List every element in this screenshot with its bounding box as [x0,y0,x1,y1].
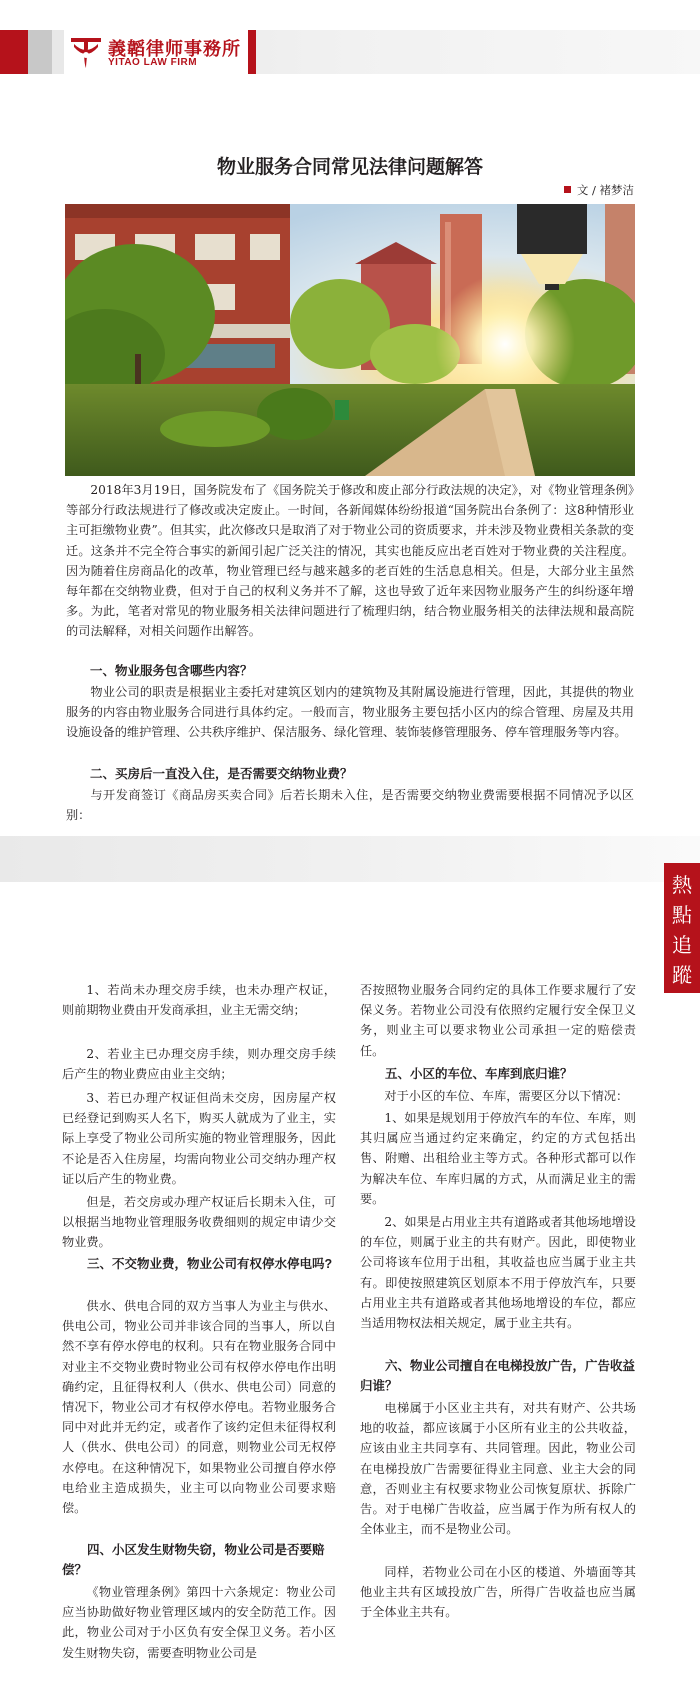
left-col-paragraph-4: 但是，若交房或办理产权证后长期未入住，可以根据当地物业管理服务收费细则的规定申请少交物业费。 [62,1195,336,1250]
header-grey-block [28,30,52,74]
side-tab-char-3: 追 [672,933,692,957]
left-col-paragraph-2: 2、若业主已办理交房手续，则办理交房手续后产生的物业费应由业主交纳； [62,1047,336,1082]
firm-name-cn: 義韜律师事務所 [108,39,241,60]
side-tab-char-2: 點 [672,903,692,927]
section-heading-4: 四、小区发生财物失窃，物业公司是否要赔偿？ [62,1543,325,1577]
section-heading-2: 二、买房后一直没入住，是否需要交纳物业费？ [90,767,353,781]
header-red-block-left [0,30,28,74]
left-col-paragraph-3: 3、若已办理产权证但尚未交房，因房屋产权已经登记到购买人名下，购买人就成为了业主，实际上享受了物业公司所实施的物业管理服务，因此不论是否入住房屋，均需向物业公司交纳办理产权证以后产生的物业费。 [62,1091,336,1186]
page-divider-band [0,836,700,882]
article-author [564,182,634,198]
left-col-paragraph-1: 1、若尚未办理交房手续，也未办理产权证，则前期物业费由开发商承担，业主无需交纳； [62,983,336,1018]
intro-paragraph: 2018年3月19日，国务院发布了《国务院关于修改和废止部分行政法规的决定》，对《物业管理条例》等部分行政法规进行了修改或决定废止。一时间，各新闻媒体纷纷报道“国务院出台条例了：这8种情形业主可拒缴物业费”。但其实，此次修改只是取消了对于物业公司的资质要求，并未涉及物业费相关条款的变迁。这条并不完全符合事实的新闻引起广泛关注的情况，其实也能反应出老百姓对于物业费的关注程度。因为随着住房商品化的改革，物业管理已经与越来越多的老百姓的生活息息相关。但是，大部分业主虽然每年都在交纳物业费，但对于自己的权利义务并不了解，这也导致了近年来因物业服务产生的纠纷逐年增多。为此，笔者对常见的物业服务相关法律问题进行了梳理归纳，结合物业服务相关的法律法规和最高院的司法解释，对相关问题作出解答。 [66,483,634,639]
section-body-3: 供水、供电合同的双方当事人为业主与供水、供电公司，物业公司并非该合同的当事人，所以自然不享有停水停电的权利。只有在物业服务合同中对业主不交物业费时物业公司有权停水停电作出明确约定，且征得权利人（供水、供电公司）同意的情况下，物业公司才有权停水停电。若物业服务合同中对此并无约定，或者作了该约定但未征得权利人（供水、供电公司）的同意，则物业公司无权停水停电。在这种情况下，如果物业公司擅自停水停电给业主造成损失，业主可以向物业公司要求赔偿。 [62,1299,336,1516]
firm-logo [64,30,248,74]
firm-emblem-icon [68,34,104,70]
section-body-4: 《物业管理条例》第四十六条规定：物业公司应当协助做好物业管理区域内的安全防范工作。因此，物业公司对于小区负有安全保卫义务。若小区发生财物失窃，需要查明物业公司是 [62,1585,336,1660]
author-text: 文 / 褚梦洁 [576,183,634,197]
section-heading-3: 三、不交物业费，物业公司有权停水停电吗? [87,1257,333,1271]
section-5-intro: 对于小区的车位、车库，需要区分以下情况： [384,1089,629,1103]
section-heading-6: 六、物业公司擅自在电梯投放广告，广告收益归谁？ [360,1359,636,1393]
section-body-2: 与开发商签订《商品房买卖合同》后若长期未入住，是否需要交纳物业费需要根据不同情况予以区别： [66,788,634,823]
side-tab-char-4: 蹤 [672,963,692,987]
section-heading-5: 五、小区的车位、车库到底归谁？ [385,1067,573,1081]
article-title: 物业服务合同常见法律问题解答 [216,156,483,178]
hot-topics-tab [664,863,700,993]
section-5-paragraph-1: 1、如果是规划用于停放汽车的车位、车库，则其归属应当通过约定来确定，约定的方式包括出售、附赠、出租给业主等方式。各种形式都可以作为解决车位、车库归属的方式，从而满足业主的需要。 [360,1111,636,1206]
side-tab-char-1: 熱 [672,873,692,897]
author-marker-icon [564,186,571,193]
section-body-1: 物业公司的职责是根据业主委托对建筑区划内的建筑物及其附属设施进行管理，因此，其提供的物业服务的内容由物业服务合同进行具体约定。一般而言，物业服务主要包括小区内的综合管理、房屋及共用设施设备的维护管理、公共秩序维护、保洁服务、绿化管理、装饰装修管理服务、停车管理服务等内容。 [66,685,634,740]
right-col-continuation: 否按照物业服务合同约定的具体工作要求履行了安保义务。若物业公司没有依照约定履行安全保卫义务，则业主可以要求物业公司承担一定的赔偿责任。 [360,983,636,1058]
section-6-paragraph-1: 电梯属于小区业主共有，对共有财产、公共场地的收益，都应该属于小区所有业主的公共收益，应该由业主共同享有、共同管理。因此，物业公司在电梯投放广告需要征得业主同意、业主大会的同意，否则业主有权要求物业公司恢复原状、拆除广告。对于电梯广告收益，应当属于作为所有权人的全体业主，而不是物业公司。 [360,1401,636,1537]
section-heading-1: 一、物业服务包含哪些内容？ [90,664,253,678]
section-6-paragraph-2: 同样，若物业公司在小区的楼道、外墙面等其他业主共有区域投放广告，所得广告收益也应当属于全体业主共有。 [360,1565,636,1620]
section-5-paragraph-2: 2、如果是占用业主共有道路或者其他场地增设的车位，则属于业主的共有财产。因此，即使物业公司将该车位用于出租，其收益也应当属于业主共有。即使按照建筑区划原本不用于停放汽车，只要占用业主共有道路或者其他场地增设的车位，都应当适用物权法相关规定，属于业主共有。 [360,1215,636,1331]
firm-name-en: YITAO LAW FIRM [108,57,198,68]
residential-community-photo [65,204,635,476]
